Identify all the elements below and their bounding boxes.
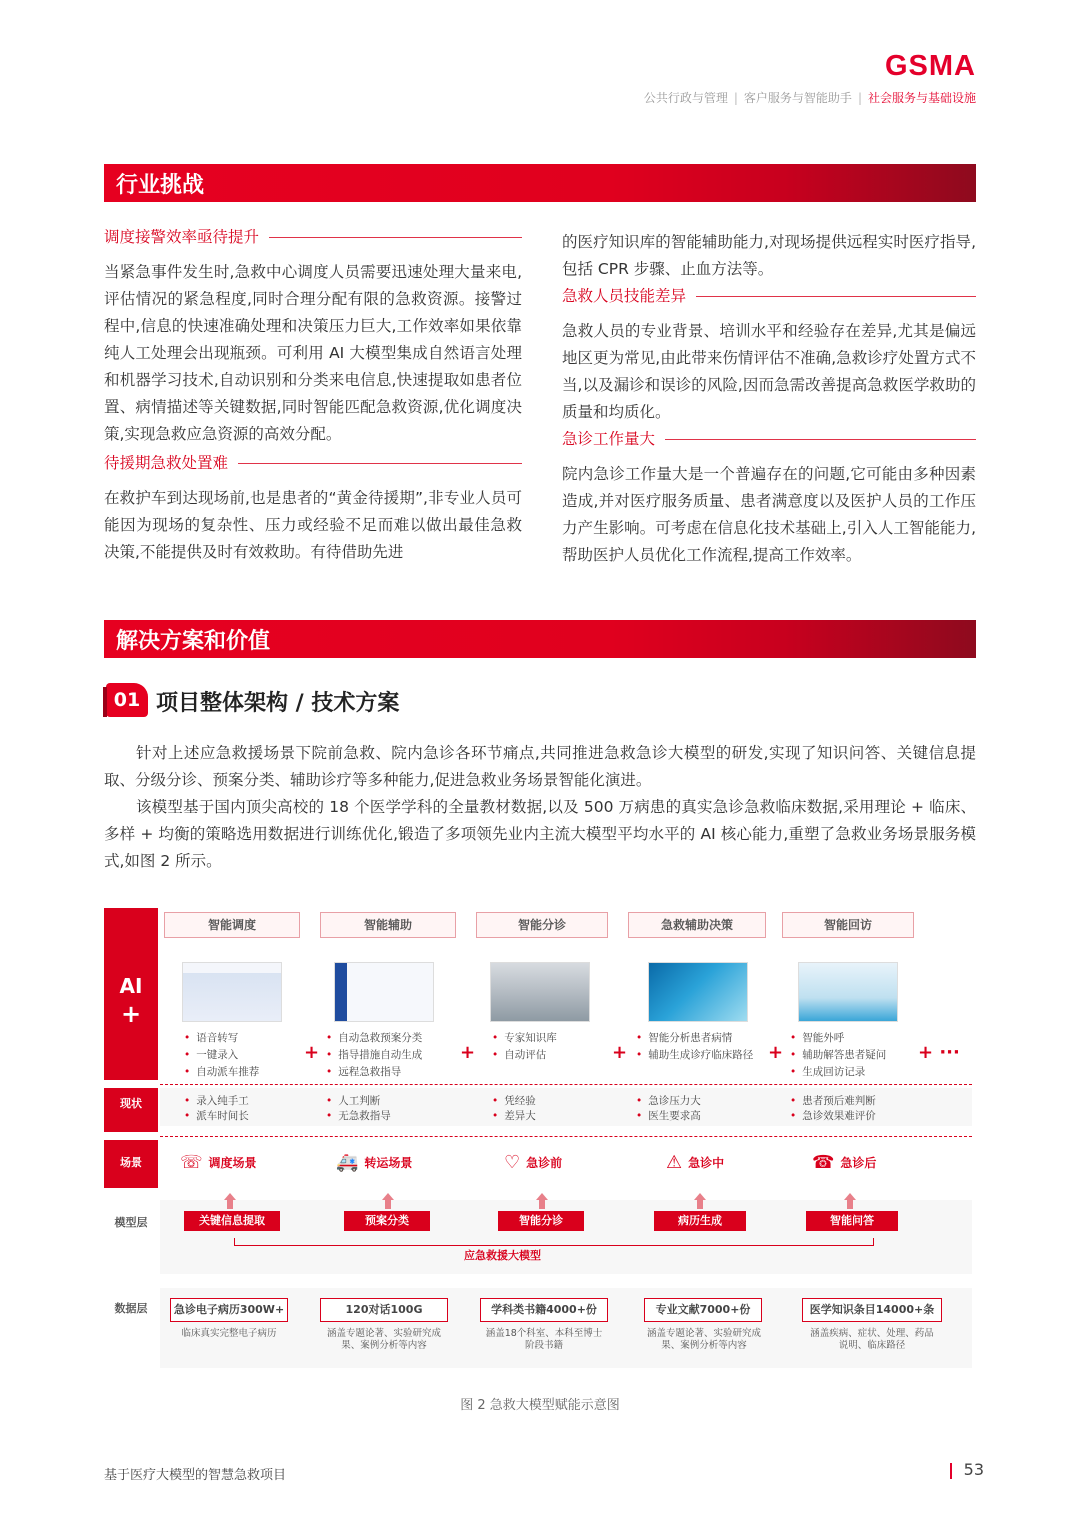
- paragraph-workload: 院内急诊工作量大是一个普遍存在的问题,它可能由多种因素造成,并对医疗服务质量、患者满意度以及医护人员的工作压力产生影响。可考虑在信息化技术基础上,引入人工智能能力,帮助医护人员优化工作流程,提高工作效率。: [562, 465, 976, 564]
- capability-smart-triage: 智能分诊: [476, 912, 608, 938]
- bullet-list: • 语音转写 • 一键录入 • 自动派车推荐: [184, 1030, 259, 1081]
- capability-smart-followup: 智能回访: [782, 912, 914, 938]
- alarm-icon: ⚠: [666, 1152, 683, 1173]
- model-tag: 预案分类: [344, 1211, 430, 1231]
- model-tag: 病历生成: [654, 1211, 746, 1231]
- row-label-data: 数据层: [114, 1302, 148, 1315]
- bullet-list: • 专家知识库 • 自动评估: [492, 1030, 557, 1064]
- status-list: • 凭经验 • 差异大: [492, 1094, 536, 1124]
- data-box: 120对话100G: [320, 1298, 448, 1322]
- category-nav: 公共行政与管理 | 客户服务与智能助手 | 社会服务与基础设施: [643, 91, 976, 105]
- up-arrow-icon: [844, 1193, 856, 1209]
- model-tag: 智能问答: [806, 1211, 898, 1231]
- nav-item-public-admin[interactable]: 公共行政与管理: [643, 91, 728, 105]
- capability-smart-assist: 智能辅助: [320, 912, 456, 938]
- plus-icon: +: [612, 1042, 628, 1063]
- section-number-badge: 01: [106, 683, 148, 717]
- hospital-hall-image: [490, 962, 590, 1022]
- row-label-model: 模型层: [114, 1216, 148, 1229]
- paragraph-dispatch: 当紧急事件发生时,急救中心调度人员需要迅速处理大量来电,评估情况的紧急程度,同时合理分配有限的急救资源。接警过程中,信息的快速准确处理和决策压力巨大,工作效率如果依靠纯人工处理会出现瓶颈。可利用 AI 大模型集成自然语言处理和机器学习技术,自动识别和分类来电信息,快速提取如患者位置、病情描述等关键数据,同时智能匹配急救资源,优化调度决策,实现急救应急资源的高效分配。: [104, 263, 522, 443]
- bracket: [234, 1238, 874, 1246]
- section-banner-challenges: [104, 164, 976, 202]
- data-box: 急诊电子病历300W+: [170, 1298, 288, 1322]
- plus-icon: +: [768, 1042, 784, 1063]
- right-column: [562, 229, 976, 569]
- scene-during-emergency: ⚠ 急诊中: [666, 1152, 725, 1173]
- up-arrow-icon: [536, 1193, 548, 1209]
- row-label-status: 现状: [104, 1088, 158, 1132]
- status-list: • 患者预后难判断 • 急诊效果难评价: [790, 1094, 876, 1124]
- row-label-scene: 场景: [104, 1140, 158, 1188]
- data-box: 医学知识条目14000+条: [802, 1298, 942, 1322]
- bullet-list: • 智能外呼 • 辅助解答患者疑问 • 生成回访记录: [790, 1030, 886, 1081]
- big-model-label: 应急救援大模型: [464, 1249, 541, 1262]
- heartbeat-icon: ♡: [504, 1152, 521, 1173]
- paragraph-waiting-period: 在救护车到达现场前,也是患者的“黄金待援期”,非专业人员可能因为现场的复杂性、压力或经验不足而难以做出最佳急救决策,不能提供及时有效救助。有待借助先进: [104, 489, 522, 561]
- architecture-diagram: [104, 908, 972, 1370]
- phone-icon: ☎: [812, 1152, 835, 1173]
- status-list: • 录入纯手工 • 派车时间长: [184, 1094, 249, 1124]
- subheading-skills-gap: 急救人员技能差异: [562, 283, 976, 310]
- ai-label-block: AI +: [104, 908, 158, 1080]
- plus-icon: +: [460, 1042, 476, 1063]
- page-number: 53: [950, 1460, 984, 1479]
- scene-dispatch: ☏ 调度场景: [180, 1152, 257, 1173]
- bullet-list: • 自动急救预案分类 • 指导措施自动生成 • 远程急救指导: [326, 1030, 422, 1081]
- plus-icon: +: [304, 1042, 320, 1063]
- figure-caption: 图 2 急救大模型赋能示意图: [460, 1398, 620, 1413]
- paragraph-intro: 针对上述应急救援场景下院前急救、院内急诊各环节痛点,共同推进急救急诊大模型的研发,实现了知识问答、关键信息提取、分级分诊、预案分类、辅助诊疗等多种能力,促进急救业务场景智能化演进。: [104, 744, 976, 789]
- section-title: 解决方案和价值: [116, 629, 271, 654]
- data-description: 临床真实完整电子病历: [181, 1328, 277, 1339]
- model-tag: 智能分诊: [498, 1211, 584, 1231]
- bullet-list: • 智能分析患者病情 • 辅助生成诊疗临床路径: [636, 1030, 753, 1064]
- medical-scan-image: [648, 962, 748, 1022]
- scene-post-emergency: ☎ 急诊后: [812, 1152, 877, 1173]
- status-list: • 急诊压力大 • 医生要求高: [636, 1094, 701, 1124]
- subheading-workload: 急诊工作量大: [562, 426, 976, 453]
- capability-smart-dispatch: 智能调度: [164, 912, 300, 938]
- followup-illustration-image: [798, 962, 898, 1022]
- capability-decision-support: 急救辅助决策: [628, 912, 766, 938]
- data-description: 涵盖18个科室、本科至博士阶段书籍: [485, 1328, 603, 1351]
- paragraph-model: 该模型基于国内顶尖高校的 18 个医学学科的全量教材数据,以及 500 万病患的真实急诊急救临床数据,采用理论 + 临床、多样 + 均衡的策略选用数据进行训练优化,锻造了多项领先业内主流大模型平均水平的 AI 核心能力,重塑了急救业务场景服务模式,如图 2 所示。: [104, 798, 976, 870]
- up-arrow-icon: [694, 1193, 706, 1209]
- subsection-title: 项目整体架构 / 技术方案: [156, 691, 400, 716]
- data-box: 专业文献7000+份: [644, 1298, 762, 1322]
- section-banner-solutions: [104, 620, 976, 658]
- data-description: 涵盖专题论著、实验研究成果、案例分析等内容: [646, 1328, 761, 1351]
- screenshot-assist-image: [334, 962, 434, 1022]
- up-arrow-icon: [224, 1193, 236, 1209]
- left-column: [104, 224, 522, 566]
- paragraph-skills-gap: 急救人员的专业背景、培训水平和经验存在差异,尤其是偏远地区更为常见,由此带来伤情评估不准确,急救诊疗处置方式不当,以及漏诊和误诊的风险,因而急需改善提高急救医学救助的质量和均质化。: [562, 322, 976, 421]
- footer-doc-title: 基于医疗大模型的智慧急救项目: [104, 1468, 287, 1483]
- screenshot-dispatch-image: [182, 962, 282, 1022]
- up-arrow-icon: [382, 1193, 394, 1209]
- ambulance-icon: 🚑: [336, 1152, 359, 1173]
- scene-transport: 🚑 转运场景: [336, 1152, 413, 1173]
- status-list: • 人工判断 • 无急救指导: [326, 1094, 391, 1124]
- subheading-dispatch: 调度接警效率亟待提升: [104, 224, 522, 251]
- section-title: 行业挑战: [116, 173, 205, 198]
- ellipsis-icon: + ···: [918, 1042, 960, 1063]
- data-box: 学科类书籍4000+份: [480, 1298, 608, 1322]
- model-tag: 关键信息提取: [184, 1211, 280, 1231]
- paragraph-waiting-period-cont: 的医疗知识库的智能辅助能力,对现场提供远程实时医疗指导,包括 CPR 步骤、止血方法等。: [562, 233, 976, 278]
- data-description: 涵盖疾病、症状、处理、药品说明、临床路径: [810, 1328, 934, 1351]
- subheading-waiting-period: 待援期急救处置难: [104, 450, 522, 477]
- gsma-logo: GSMA: [885, 50, 976, 82]
- headset-icon: ☏: [180, 1152, 203, 1173]
- scene-pre-emergency: ♡ 急诊前: [504, 1152, 563, 1173]
- nav-item-social-services[interactable]: 社会服务与基础设施: [867, 91, 976, 105]
- nav-item-customer-service[interactable]: 客户服务与智能助手: [743, 91, 852, 105]
- data-description: 涵盖专题论著、实验研究成果、案例分析等内容: [326, 1328, 441, 1351]
